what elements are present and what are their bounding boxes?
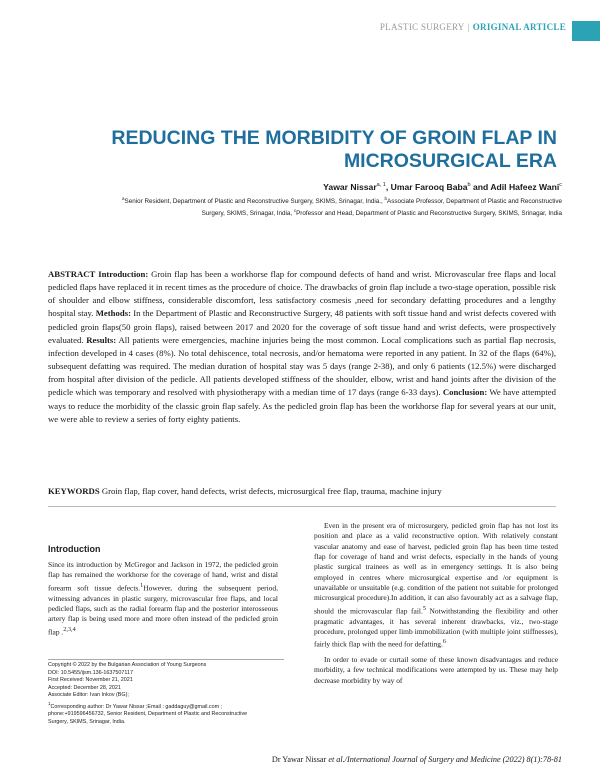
keywords-text: Groin flap, flap cover, hand defects, wrist defects, microsurgical free flap, trauma, machine injury — [99, 486, 442, 496]
affil-text: Senior Resident, Department of Plastic and Reconstructive Surgery, SKIMS, Srinagar, India., — [124, 198, 385, 206]
corresponding-text: Corresponding author: Dr Yawar Nissar ;Email : gaddaguy@gmail.com ; — [50, 703, 223, 710]
affil-text: Surgery, SKIMS, Srinagar, India, — [201, 210, 294, 218]
citation: 1 — [140, 581, 144, 589]
author-name: Yawar Nissar — [323, 182, 377, 192]
affil-mark: a — [122, 196, 125, 201]
article-metadata — [48, 656, 284, 727]
affil-mark: c — [293, 208, 297, 214]
abstract-label: ABSTRACT — [48, 269, 96, 279]
corresponding-phone: phone:+919596456732, Senior Resident, Department of Plastic and Reconstructive — [48, 711, 248, 718]
doi: DOI: 10.5455/ijsm.136-1637507117 — [48, 669, 134, 676]
corresponding-author — [48, 700, 284, 711]
abstract-conclusion-text: We have attempted ways to reduce the morbidity of the classic groin flap safely. As the pedicled groin flap has been the workhorse flap for several years at our unit, we were able to review a series of forty eighty patients. — [48, 387, 557, 424]
keywords-label: KEYWORDS — [48, 486, 100, 496]
author-separator: and — [470, 182, 491, 192]
paragraph-text: Notwithstanding the flexibility and other pragmatic advantages, it has several inherent drawbacks, viz., two-stage procedure, prolonged upper limb immobilization (with multiple joint stiffnesses), fairly thick flap with the need for defatting. — [314, 606, 558, 649]
abstract-intro-label: Introduction: — [98, 269, 149, 279]
abstract-conclusion-label: Conclusion: — [442, 387, 488, 398]
affil-mark: b — [384, 196, 387, 201]
body-paragraph — [314, 521, 558, 650]
received-date: First Received: November 21, 2021 — [48, 677, 133, 684]
section-divider — [48, 506, 556, 507]
affiliation-line — [62, 206, 562, 218]
article-title — [77, 127, 557, 173]
author-list — [323, 182, 562, 192]
paragraph-text: Since its introduction by McGregor and Jackson in 1972, the pedicled groin flap has remained the workhorse for the coverage of hand, wrist and distal forearm soft tissue defects. — [48, 560, 278, 593]
header-accent-bar — [572, 21, 600, 41]
title-line: REDUCING THE MORBIDITY OF GROIN FLAP IN — [111, 127, 557, 149]
header-separator: | — [467, 22, 470, 32]
accepted-date: Accepted: December 28, 2021 — [48, 684, 121, 691]
header-article-type: ORIGINAL ARTICLE — [472, 22, 566, 32]
affiliations — [62, 194, 562, 218]
author-mark: c — [559, 182, 562, 189]
abstract-methods-label: Methods: — [95, 308, 131, 319]
corresponding-mark: 1 — [48, 700, 51, 706]
section-header — [380, 22, 566, 32]
footer-etal: et al./ — [326, 755, 347, 764]
intro-paragraph — [48, 560, 278, 637]
affil-text: Associate Professor, Department of Plastic and Reconstructive — [387, 198, 562, 206]
paragraph-text: However, during the subsequent period, witnessing advances in plastic surgery, microvascular free flaps, and local pedicled flaps, such as the radial forearm flap and the posterior interosseous artery flap is being used more and more often instead of the pedicled groin flap . — [48, 583, 278, 637]
title-line: MICROSURGICAL ERA — [343, 150, 557, 172]
header-category: PLASTIC SURGERY — [379, 22, 465, 32]
abstract-results-label: Results: — [86, 334, 117, 345]
citation: 6 — [442, 638, 446, 646]
paragraph-text: Even in the present era of microsurgery, pedicled groin flap has not lost its position and place as a valid reconstructive option. With relatively constant vascular anatomy and ease of harvest, pedicled groin flap has been time tested flap for coverage of hand and wrist defects, especially in the hands of young plastic surgical trainees as well as in emergency settings. It is also being employed in centres where microsurgical expertise and /or equipment is unavailable or unsuitable (e.g. condition of the patient not suitable for prolonged microsurgical procedure).In addition, it can also favourably act as a salvage flap, should the microvascular flap fail. — [314, 521, 558, 616]
page-footer — [272, 755, 562, 764]
right-column — [314, 521, 558, 686]
citation: 2,3,4 — [63, 625, 76, 633]
copyright: Copyright © 2022 by the Bulgarian Association of Young Surgeons — [48, 662, 207, 668]
abstract — [48, 268, 556, 426]
associate-editor: Associate Editor: Ivan Inkov (BG); — [48, 692, 129, 699]
abstract-results-text: All patients were emergencies, machine injuries being the most common. Local complications such as partial flap necrosis, infection developed in 4 cases (8%). No total dehiscence, total necrosis, and/or hematoma were reported in any patient. In 32 of the flaps (64%), subsequent defatting was required. The median duration of hospital stay was 5 days (range 2-38), and only 6 patients (12.5%) were discharged from hospital after division of the pedicle. All patients developed stiffness of the shoulder, elbow, wrist and hand joints after the division of the pedicle which was temporary and resolved with physiotherapy with a median time of 17 days (range 6-33 days). — [48, 334, 556, 398]
author-name: Umar Farooq Baba — [390, 182, 468, 192]
author-separator: , — [385, 182, 391, 192]
affil-text: Professor and Head, Department of Plastic and Reconstructive Surgery, SKIMS, Srinagar, India — [296, 210, 562, 218]
citation: 5 — [422, 604, 426, 612]
footer-journal: International Journal of Surgery and Medicine (2022) 8(1):78-81 — [346, 755, 562, 764]
author-name: Adil Hafeez Wani — [490, 182, 560, 192]
abstract-intro-text: Groin flap has been a workhorse flap for compound defects of hand and wrist. Microvascular free flaps and local pedicled flaps have replaced it in recent times as the procedure of choice. The drawbacks of groin flap include a two-stage operation, possible risk of shoulder and elbow stiffness, considerable discomfort, less satisfactory cosmesis ,need for secondary defatting procedures and a lengthy hospital stay. — [48, 269, 556, 319]
body-paragraph: In order to evade or curtail some of these known disadvantages and reduce morbidity, a few technical modifications were attempted by us. These may help decrease morbidity by way of — [314, 655, 558, 685]
keywords — [48, 485, 556, 497]
author-mark: a, 1 — [376, 182, 386, 189]
footer-author: Dr Yawar Nissar — [271, 755, 327, 764]
introduction-heading: Introduction — [48, 544, 101, 554]
affiliation-line — [62, 194, 562, 206]
author-mark: b — [467, 182, 471, 189]
abstract-methods-text: In the Department of Plastic and Reconstructive Surgery, 48 patients with soft tissue hand and wrist defects covered with pedicled groin flaps(50 groin flaps), raised between 2017 and 2020 for the coverage of soft tissue hand and wrist defects, were prospectively evaluated. — [48, 308, 556, 345]
corresponding-address: Surgery, SKIMS, Srinagar, India. — [48, 718, 126, 725]
left-column — [48, 560, 278, 637]
